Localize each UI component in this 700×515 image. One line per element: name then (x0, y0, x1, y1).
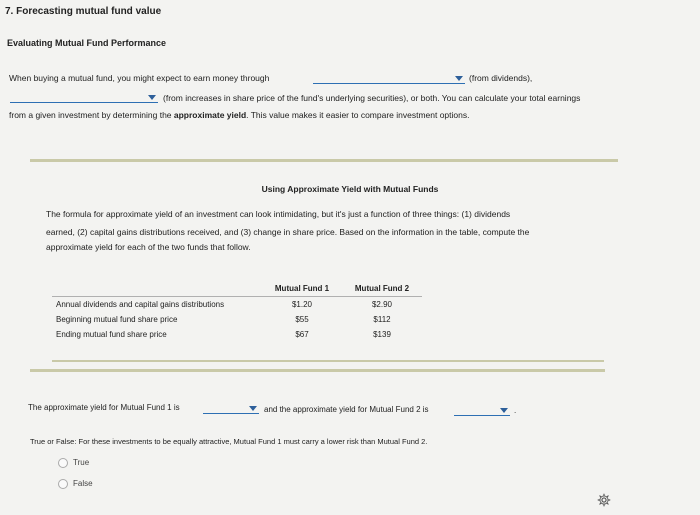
fund1-value: $67 (295, 330, 309, 339)
intro-line3-before: from a given investment by determining the (9, 110, 174, 120)
question-title: 7. Forecasting mutual fund value (5, 6, 162, 17)
section-title: Evaluating Mutual Fund Performance (7, 38, 167, 48)
table-row (52, 297, 422, 313)
fund2-yield-prompt: and the approximate yield for Mutual Fund 2 is (264, 405, 429, 414)
table-row (52, 312, 422, 327)
row-label: Ending mutual fund share price (56, 330, 167, 339)
fund2-yield-dropdown[interactable] (454, 405, 510, 416)
intro-line3-after: . This value makes it easier to compare investment options. (246, 110, 470, 120)
fund1-yield-dropdown[interactable] (203, 403, 259, 414)
true-false-question: True or False: For these investments to be equally attractive, Mutual Fund 1 must carry a lower risk than Mutual Fund 2. (30, 437, 428, 446)
option-false-label: False (73, 479, 93, 489)
intro-line1-text: When buying a mutual fund, you might expect to earn money through (9, 73, 270, 83)
radio-button[interactable] (58, 458, 68, 468)
divider-top (30, 159, 618, 162)
chevron-down-icon (148, 95, 156, 100)
fund1-yield-prompt: The approximate yield for Mutual Fund 1 is (28, 403, 180, 412)
row-label: Annual dividends and capital gains distributions (56, 300, 225, 309)
option-true-label: True (73, 458, 90, 468)
intro-line2-text: (from increases in share price of the fund's underlying securities), or both. You can calculate your total earnings (163, 93, 581, 103)
approx-paragraph-line3: approximate yield for each of the two funds that follow. (46, 242, 251, 252)
radio-button[interactable] (58, 479, 68, 489)
answer-period: . (514, 406, 517, 415)
gear-icon[interactable] (597, 493, 611, 507)
approx-paragraph-line1: The formula for approximate yield of an investment can look intimidating, but it's just a function of three things: (1) dividends (46, 209, 511, 219)
chevron-down-icon (455, 76, 463, 81)
intro-line1-after: (from dividends), (469, 73, 533, 83)
divider-bottom (30, 369, 605, 372)
chevron-down-icon (500, 408, 508, 413)
fund1-value: $55 (295, 315, 309, 324)
approx-yield-title: Using Approximate Yield with Mutual Funds (261, 184, 439, 194)
row-label: Beginning mutual fund share price (56, 315, 178, 324)
earnings-dropdown-2[interactable] (10, 92, 158, 103)
table-row (52, 327, 422, 342)
table-header-row (52, 282, 422, 297)
fund2-value: $112 (373, 315, 391, 324)
option-false[interactable] (58, 479, 93, 489)
approx-paragraph-line2: earned, (2) capital gains distributions received, and (3) change in share price. Based on the information in the table, compute the (46, 227, 530, 237)
approximate-yield-term: approximate yield (173, 110, 247, 120)
fund2-value: $2.90 (371, 300, 393, 309)
table-header-fund1: Mutual Fund 1 (262, 282, 342, 297)
intro-line3 (9, 110, 469, 120)
table-header-fund2: Mutual Fund 2 (342, 282, 422, 297)
fund1-value: $1.20 (291, 300, 313, 309)
table-header-blank (52, 282, 262, 297)
earnings-dropdown-1[interactable] (313, 73, 465, 84)
chevron-down-icon (249, 406, 257, 411)
table-bottom-divider (52, 360, 604, 362)
option-true[interactable] (58, 458, 89, 468)
fund2-value: $139 (373, 330, 391, 339)
fund-data-table (52, 282, 422, 342)
